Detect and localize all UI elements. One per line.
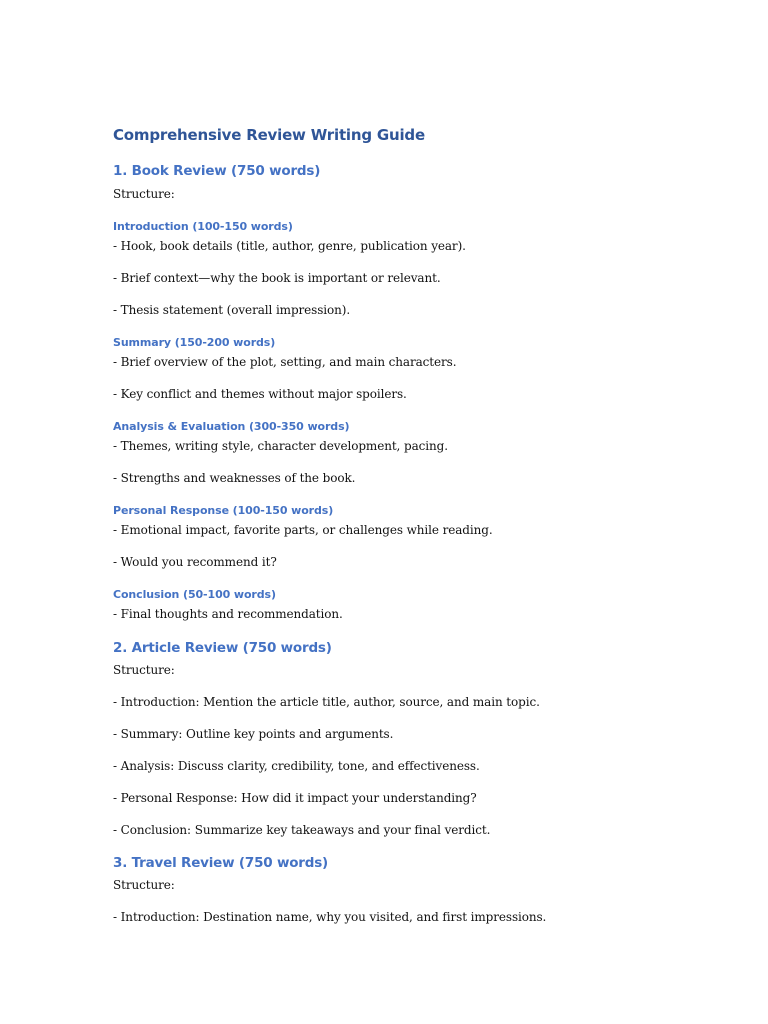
list-item: - Themes, writing style, character development, pacing.	[113, 439, 448, 453]
list-item: - Thesis statement (overall impression).	[113, 303, 351, 317]
list-item: - Analysis: Discuss clarity, credibility, tone, and effectiveness.	[113, 759, 480, 773]
list-item: - Introduction: Destination name, why you visited, and first impressions.	[113, 910, 547, 924]
structure-label: Structure:	[113, 663, 175, 677]
subsection-heading-summary: Summary (150-200 words)	[113, 336, 276, 349]
subsection-heading-conclusion: Conclusion (50-100 words)	[113, 588, 276, 601]
structure-label: Structure:	[113, 187, 175, 201]
list-item: - Conclusion: Summarize key takeaways and your final verdict.	[113, 823, 491, 837]
list-item: - Key conflict and themes without major spoilers.	[113, 387, 407, 401]
section-heading-travel-review: 3. Travel Review (750 words)	[113, 855, 329, 871]
document-title: Comprehensive Review Writing Guide	[113, 126, 425, 144]
list-item: - Strengths and weaknesses of the book.	[113, 471, 356, 485]
structure-label: Structure:	[113, 878, 175, 892]
list-item: - Summary: Outline key points and arguments.	[113, 727, 394, 741]
list-item: - Personal Response: How did it impact your understanding?	[113, 791, 477, 805]
section-heading-book-review: 1. Book Review (750 words)	[113, 163, 321, 179]
list-item: - Brief overview of the plot, setting, and main characters.	[113, 355, 457, 369]
subsection-heading-analysis: Analysis & Evaluation (300-350 words)	[113, 420, 350, 433]
list-item: - Would you recommend it?	[113, 555, 277, 569]
list-item: - Brief context—why the book is important or relevant.	[113, 271, 441, 285]
list-item: - Hook, book details (title, author, genre, publication year).	[113, 239, 466, 253]
subsection-heading-personal-response: Personal Response (100-150 words)	[113, 504, 334, 517]
subsection-heading-introduction: Introduction (100-150 words)	[113, 220, 293, 233]
list-item: - Final thoughts and recommendation.	[113, 607, 343, 621]
list-item: - Introduction: Mention the article title, author, source, and main topic.	[113, 695, 540, 709]
section-heading-article-review: 2. Article Review (750 words)	[113, 640, 332, 656]
list-item: - Emotional impact, favorite parts, or challenges while reading.	[113, 523, 493, 537]
